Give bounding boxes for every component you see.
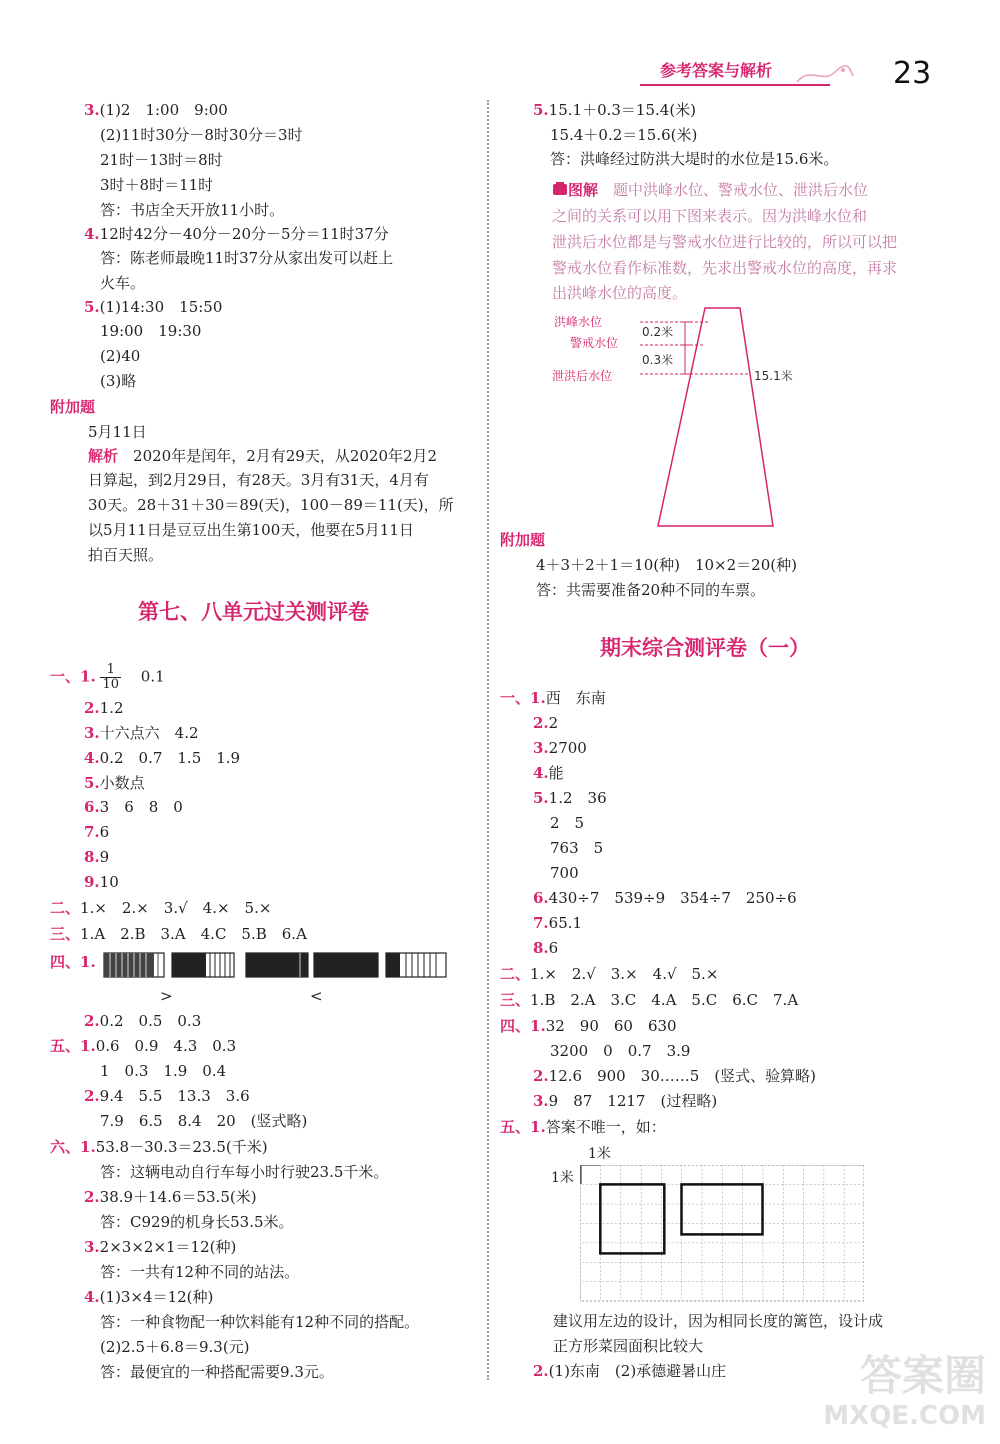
- answer-line: 建议用左边的设计，因为相同长度的篱笆，设计成: [553, 1312, 884, 1330]
- bar-5: [386, 953, 446, 977]
- answer-line: 一、1.西 东南: [500, 689, 606, 707]
- answer-line: 正方形菜园面积比较大: [553, 1337, 704, 1355]
- dim-bottom-label: 0.3米: [642, 353, 674, 367]
- answer-line: 8.9: [84, 848, 110, 866]
- answer-line: 火车。: [100, 274, 146, 292]
- dim-top-label: 0.2米: [642, 325, 674, 339]
- analysis-line: 解析 2020年是闰年，2月有29天，从2020年2月2: [88, 447, 438, 465]
- diagram-explanation-line: 警戒水位看作标准数，先求出警戒水位的高度，再求: [552, 259, 898, 277]
- label-warning-level: 警戒水位: [570, 336, 619, 350]
- garden-grid: [580, 1165, 864, 1305]
- answer-line: 763 5: [550, 839, 604, 857]
- bar-3: [246, 953, 308, 977]
- label-flood-level: 洪峰水位: [554, 315, 603, 329]
- bonus-label: 附加题: [500, 531, 546, 549]
- answer-line: 六、1.53.8－30.3＝23.5(千米): [50, 1138, 268, 1156]
- bonus-line: 4＋3＋2＋1＝10(种) 10×2＝20(种): [536, 556, 797, 574]
- diagram-explanation-line: 泄洪后水位都是与警戒水位进行比较的，所以可以把: [552, 233, 898, 251]
- answer-line: 6.3 6 8 0: [84, 798, 183, 816]
- answer-line: 三、1.A 2.B 3.A 4.C 5.B 6.A: [50, 925, 307, 943]
- answer-line: 8.6: [533, 939, 559, 957]
- answer-line: (2)11时30分－8时30分＝3时: [100, 126, 303, 144]
- answer-line: 2.2: [533, 714, 559, 732]
- answer-line: 4.(1)3×4＝12(种): [84, 1288, 214, 1306]
- header-title: 参考答案与解析: [660, 61, 773, 80]
- answer-line: 二、1.× 2.× 3.√ 4.× 5.×: [50, 899, 272, 917]
- answer-line: (3)略: [100, 372, 137, 390]
- answer-line: 19:00 19:30: [100, 322, 202, 340]
- analysis-line: 30天。28＋31＋30＝89(天)，100－89＝11(天)，所: [88, 496, 454, 514]
- bar-1: [104, 953, 164, 977]
- answer-line: 2.0.2 0.5 0.3: [84, 1012, 202, 1030]
- grid-scale-horizontal: 1米: [588, 1146, 611, 1162]
- answer-line: 6.430÷7 539÷9 354÷7 250÷6: [533, 889, 797, 907]
- fraction: $\frac{1}{10}$: [102, 662, 120, 692]
- analysis-line: 日算起，到2月29日，有28天。3月有31天，4月有: [88, 471, 429, 489]
- watermark: 答案圈 MXQE.COM: [823, 1351, 986, 1431]
- value-after-label: 15.1米: [754, 369, 793, 383]
- bonus-answer: 5月11日: [88, 423, 147, 441]
- answer-line: (2)40: [100, 347, 141, 365]
- analysis-label: 解析: [88, 447, 119, 465]
- answer-line: 答：这辆电动自行车每小时行驶23.5千米。: [100, 1163, 389, 1181]
- answer-line: 2 5: [550, 814, 585, 832]
- page-number: 23: [893, 56, 932, 91]
- answer-line: 7.65.1: [533, 914, 583, 932]
- dam-shape: [658, 308, 773, 526]
- bar-4: [314, 953, 378, 977]
- analysis-line: 拍百天照。: [88, 546, 164, 564]
- answer-line: 答：洪峰经过防洪大堤时的水位是15.6米。: [550, 150, 839, 168]
- answer-line: 7.6: [84, 823, 110, 841]
- analysis-line: 以5月11日是豆豆出生第100天，他要在5月11日: [88, 521, 414, 539]
- diagram-explanation-line: 出洪峰水位的高度。: [552, 284, 688, 302]
- answer-line: 5.15.1＋0.3＝15.4(米): [533, 101, 697, 119]
- answer-line: 3.十六点六 4.2: [84, 724, 199, 742]
- compare-sign: <: [310, 987, 323, 1005]
- section-title: 第七、八单元过关测评卷: [138, 600, 369, 624]
- answer-line: 3200 0 0.7 3.9: [550, 1042, 691, 1060]
- answer-line: 3.9 87 1217 (过程略): [533, 1092, 718, 1110]
- bar-2: [172, 953, 234, 977]
- answer-line: 9.10: [84, 873, 119, 891]
- answer-line: 700: [550, 864, 579, 882]
- answer-line: 2.12.6 900 30……5 (竖式、验算略): [533, 1067, 817, 1085]
- answer-line: 2.9.4 5.5 13.3 3.6: [84, 1087, 250, 1105]
- bonus-label: 附加题: [50, 398, 96, 416]
- answer-line: 2.(1)东南 (2)承德避暑山庄: [533, 1362, 727, 1380]
- answer-line: 2.38.9＋14.6＝53.5(米): [84, 1188, 257, 1206]
- flourish-icon: [795, 62, 855, 88]
- answer-line: 答：一共有12种不同的站法。: [100, 1263, 300, 1281]
- answer-line: (2)2.5＋6.8＝9.3(元): [100, 1338, 250, 1356]
- answer-line: 答：一种食物配一种饮料能有12种不同的搭配。: [100, 1313, 420, 1331]
- answer-line: 四、1.: [50, 953, 96, 971]
- column-divider: [487, 100, 489, 1380]
- answer-line: 答：陈老师最晚11时37分从家出发可以赶上: [100, 249, 394, 267]
- answer-line: 一、1. $\frac{1}{10}$ 0.1: [50, 662, 165, 692]
- diagram-icon: [552, 181, 568, 197]
- answer-line: 三、1.B 2.A 3.C 4.A 5.C 6.C 7.A: [500, 991, 799, 1009]
- grid-scale-vertical: 1米: [551, 1170, 574, 1186]
- answer-line: 5.(1)14:30 15:50: [84, 298, 223, 316]
- answer-line: 4.能: [533, 764, 564, 782]
- answer-line: 3.2700: [533, 739, 587, 757]
- label-after-level: 泄洪后水位: [552, 369, 613, 383]
- compare-sign: >: [160, 987, 173, 1005]
- answer-line: 4.12时42分－40分－20分－5分＝11时37分: [84, 225, 389, 243]
- diagram-label: 图解: [568, 181, 599, 199]
- answer-line: 3.2×3×2×1＝12(种): [84, 1238, 237, 1256]
- answer-line: 4.0.2 0.7 1.5 1.9: [84, 749, 241, 767]
- answer-line: 二、1.× 2.√ 3.× 4.√ 5.×: [500, 965, 719, 983]
- answer-line: 五、1.答案不唯一，如：: [500, 1118, 666, 1136]
- answer-line: 5.1.2 36: [533, 789, 607, 807]
- answer-line: 2.1.2: [84, 699, 124, 717]
- answer-line: 四、1.32 90 60 630: [500, 1017, 677, 1035]
- answer-line: 15.4＋0.2＝15.6(米): [550, 126, 698, 144]
- water-level-diagram: [550, 300, 820, 530]
- answer-line: 答：C929的机身长53.5米。: [100, 1213, 294, 1231]
- diagram-explanation-line: 图解 题中洪峰水位、警戒水位、泄洪后水位: [552, 180, 868, 200]
- fraction-bars: [100, 950, 450, 980]
- diagram-explanation-line: 之间的关系可以用下图来表示。因为洪峰水位和: [552, 207, 868, 225]
- answer-line: 7.9 6.5 8.4 20 (竖式略): [100, 1112, 308, 1130]
- answer-line: 21时－13时＝8时: [100, 151, 223, 169]
- answer-line: 3.(1)2 1:00 9:00: [84, 101, 228, 119]
- section-title: 期末综合测评卷（一）: [600, 636, 810, 660]
- answer-line: 1 0.3 1.9 0.4: [100, 1062, 227, 1080]
- answer-line: 五、1.0.6 0.9 4.3 0.3: [50, 1037, 237, 1055]
- answer-line: 答：书店全天开放11小时。: [100, 201, 285, 219]
- answer-line: 答：最便宜的一种搭配需要9.3元。: [100, 1363, 334, 1381]
- bonus-line: 答：共需要准备20种不同的车票。: [536, 581, 766, 599]
- answer-line: 3时＋8时＝11时: [100, 176, 214, 194]
- answer-line: 5.小数点: [84, 774, 145, 792]
